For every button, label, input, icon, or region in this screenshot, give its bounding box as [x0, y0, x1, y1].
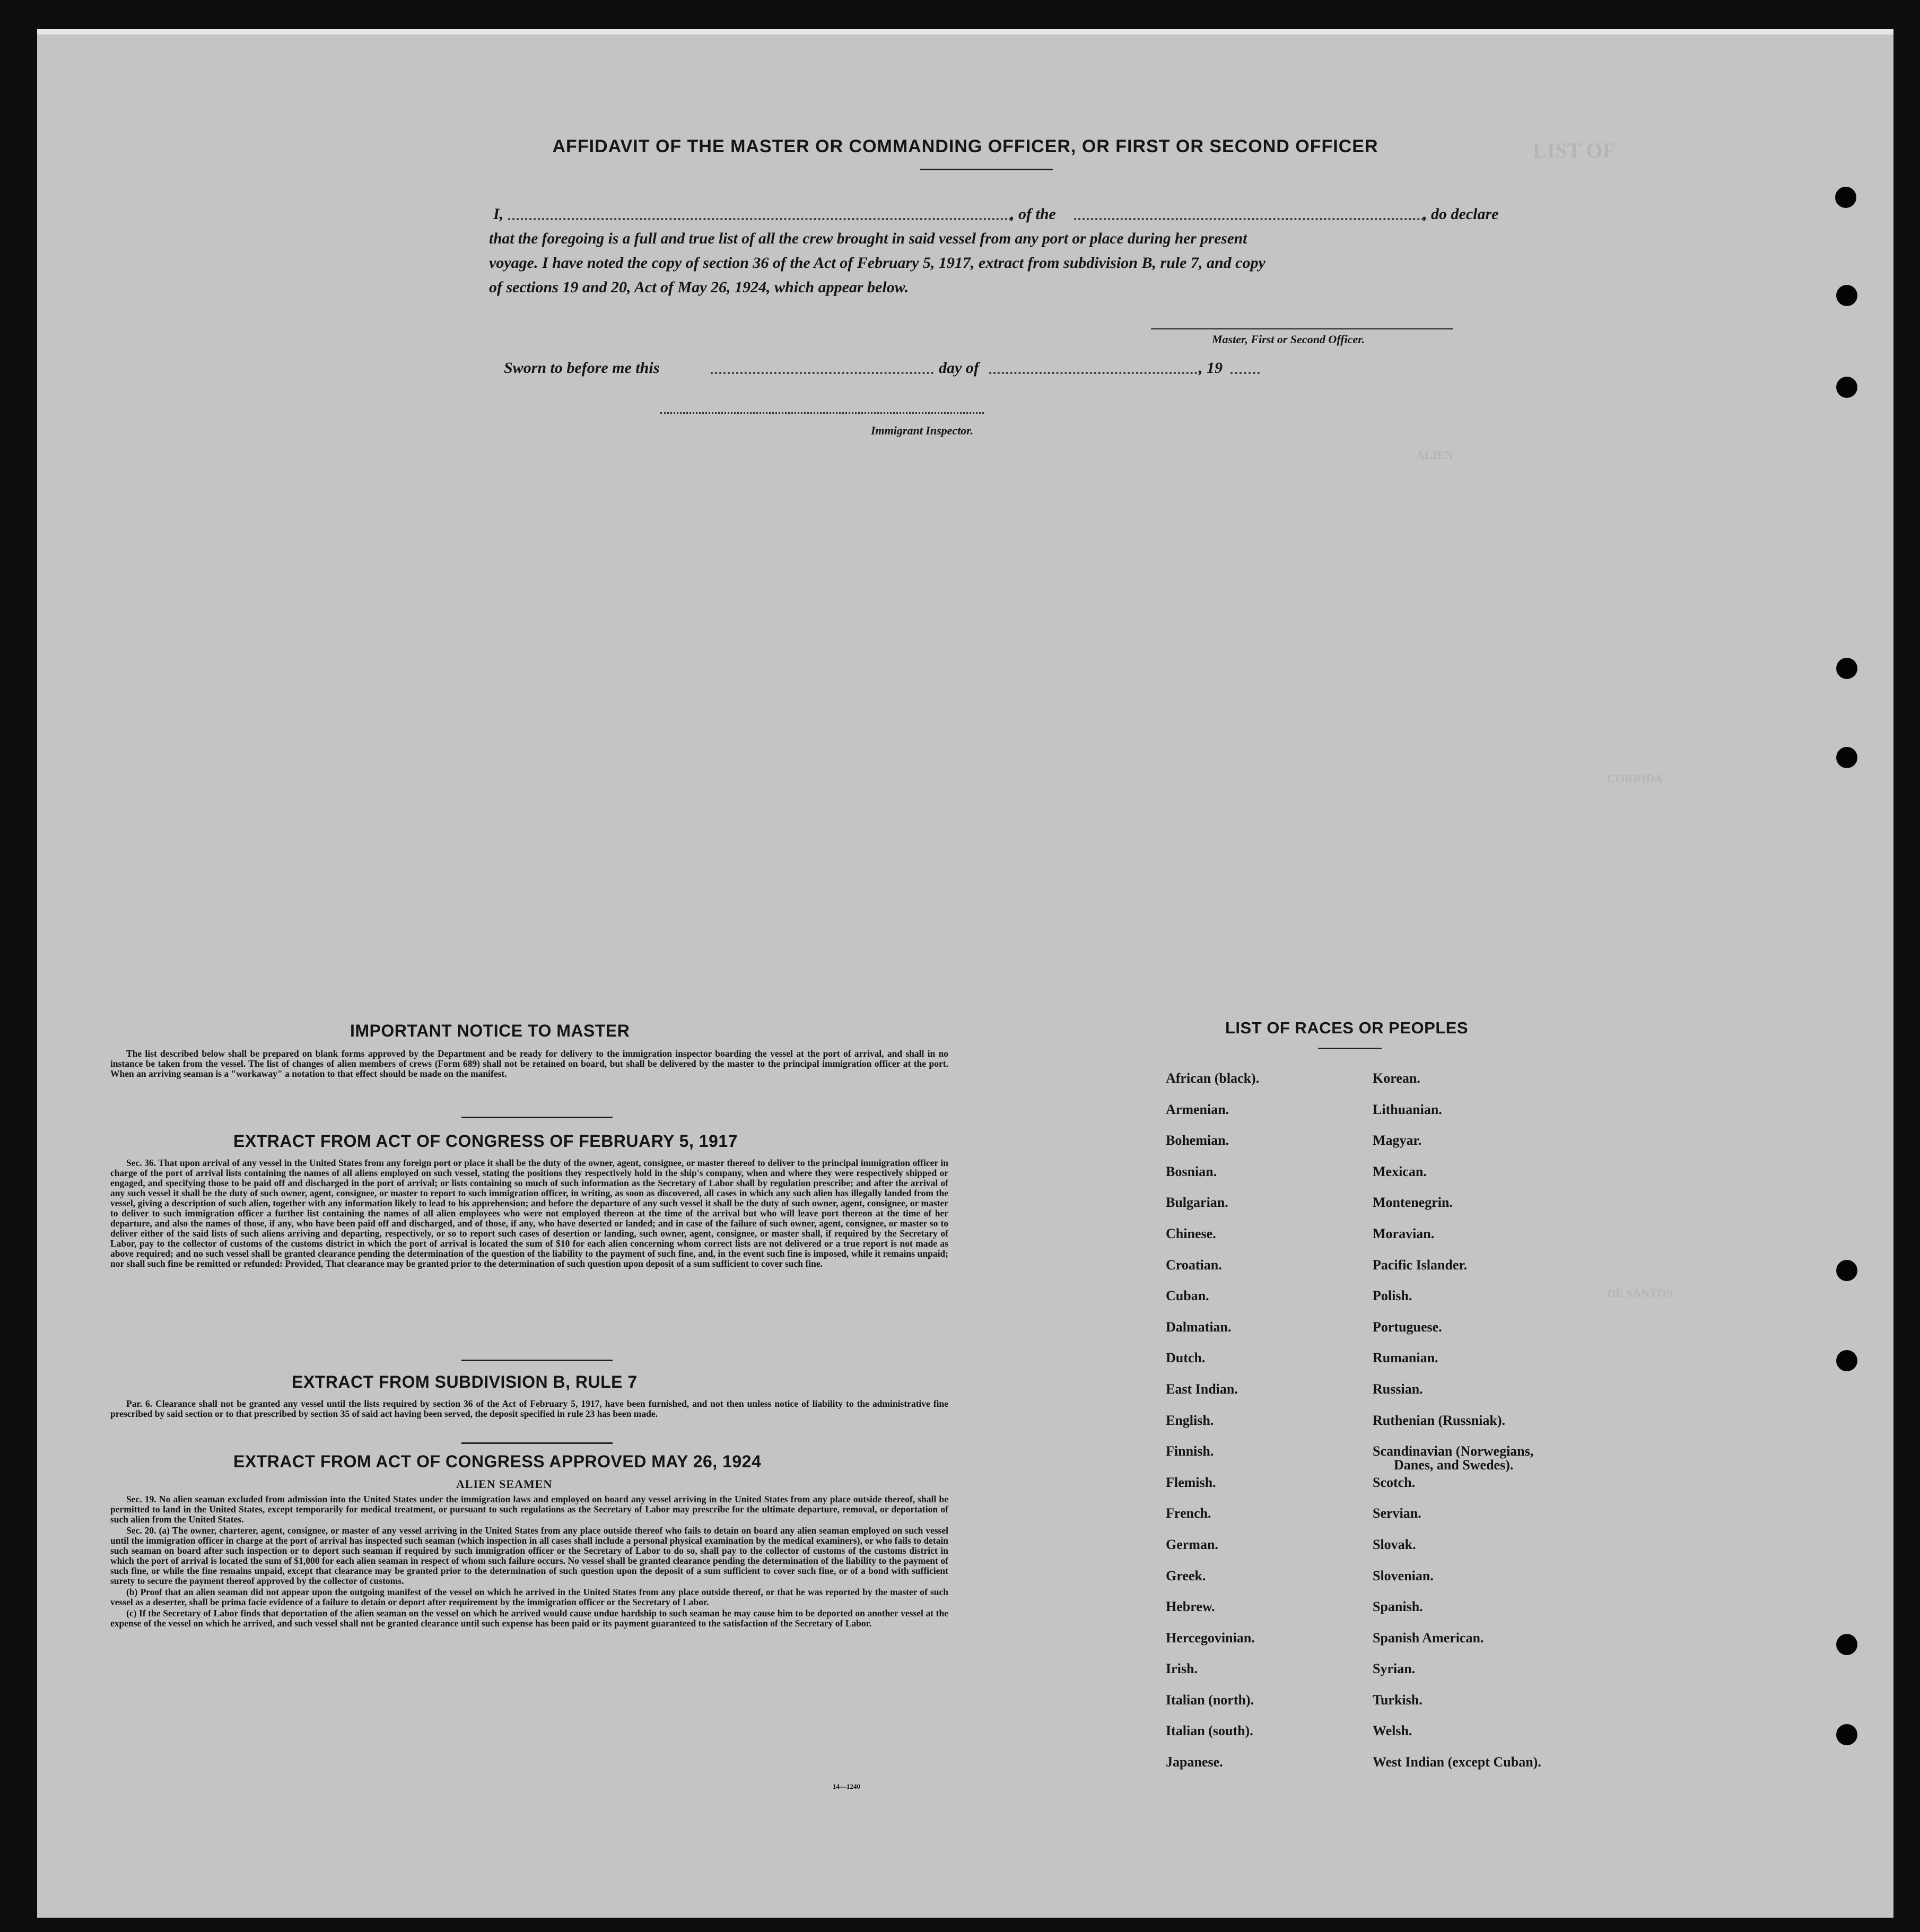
race-label: Moravian. — [1373, 1225, 1435, 1241]
document-page — [37, 29, 1893, 1918]
extract-rule7-text — [110, 1399, 948, 1420]
race-label: Cuban. — [1166, 1288, 1209, 1304]
inspector-label: Immigrant Inspector. — [871, 424, 974, 437]
race-label: English. — [1166, 1412, 1214, 1428]
race-item — [1373, 1351, 1541, 1382]
extract-rule7-divider — [461, 1442, 613, 1444]
race-item — [1373, 1320, 1541, 1352]
race-label: Greek. — [1166, 1568, 1206, 1583]
race-item — [1166, 1538, 1259, 1569]
race-item — [1166, 1134, 1259, 1165]
sec-20a-paragraph: Sec. 20. (a) The owner, charterer, agent, consignee, or master of any vessel arriving in the United States from any place outside thereof who fails to detain on board any alien seaman employed on such vessel until the immigration officer in charge at the port of arrival has inspected such seaman (which inspection in all cases shall include a personal physical examination by the medical examiners), or who fails to detain such seaman on board after such inspection or to deport such seaman if required by such immigration officer or the Secretary of Labor to do so, shall pay to the collector of customs of the customs district in which the port of arrival is located the sum of $1,000 for each alien seaman in respect of whom such failure occurs. No vessel shall be granted clearance pending the determination of the liability to the payment of such fine, or while the fine remains unpaid, except that clearance may be granted prior to the determination of such question upon the deposit of a sum sufficient to cover such fine, or of a bond with sufficient surety to secure the payment thereof approved by the collector of customs. — [110, 1525, 948, 1586]
race-item — [1373, 1289, 1541, 1320]
race-label: Mexican. — [1373, 1163, 1427, 1179]
race-label: Rumanian. — [1373, 1350, 1438, 1366]
race-label: Hebrew. — [1166, 1599, 1215, 1615]
race-label: Korean. — [1373, 1071, 1420, 1086]
race-item — [1373, 1476, 1541, 1507]
race-label: Bosnian. — [1166, 1163, 1217, 1179]
notice-divider — [461, 1117, 613, 1118]
race-item — [1373, 1569, 1541, 1600]
race-item — [1166, 1476, 1259, 1507]
race-label: Hercegovinian. — [1166, 1630, 1255, 1646]
master-signature-label: Master, First or Second Officer. — [1212, 333, 1365, 346]
race-label: Irish. — [1166, 1661, 1198, 1677]
race-item — [1166, 1320, 1259, 1352]
affidavit-line-2: that the foregoing is a full and true list of all the crew brought in said vessel from any port or place during her present — [489, 230, 1247, 247]
race-item — [1373, 1693, 1541, 1725]
race-item — [1373, 1227, 1541, 1258]
race-label: Pacific Islander. — [1373, 1257, 1468, 1273]
race-label: Bulgarian. — [1166, 1195, 1228, 1211]
race-label: West Indian (except Cuban). — [1373, 1754, 1541, 1770]
race-item — [1166, 1072, 1259, 1103]
race-item — [1373, 1600, 1541, 1631]
race-label: Spanish American. — [1373, 1630, 1484, 1646]
race-item — [1166, 1165, 1259, 1196]
race-label: Spanish. — [1373, 1599, 1423, 1615]
race-item — [1373, 1755, 1541, 1787]
race-label: Slovenian. — [1373, 1568, 1434, 1583]
races-divider — [1318, 1048, 1382, 1049]
extract-1917-text — [110, 1158, 948, 1270]
race-label: East Indian. — [1166, 1381, 1238, 1397]
race-item — [1166, 1724, 1259, 1755]
affidavit-do-declare: , do declare — [1423, 205, 1499, 223]
race-label: Dalmatian. — [1166, 1319, 1232, 1335]
race-label: Chinese. — [1166, 1225, 1216, 1241]
sec-20c-paragraph: (c) If the Secretary of Labor finds that deportation of the alien seaman on the vessel on which he arrived would cause undue hardship to such seaman he may cause him to be deported on another vessel at the expense of the vessel on which he arrived, and such vessel shall not be granted clearance until such expense has been paid or its payment guaranteed to the satisfaction of the Secretary of Labor. — [110, 1608, 948, 1629]
affidavit-i-label: I, — [493, 205, 504, 223]
sworn-day-of: day of — [939, 359, 979, 377]
race-item — [1166, 1693, 1259, 1725]
alien-seamen-subtitle: ALIEN SEAMEN — [456, 1477, 553, 1491]
extract-rule7-title: EXTRACT FROM SUBDIVISION B, RULE 7 — [292, 1372, 638, 1391]
race-item — [1373, 1134, 1541, 1165]
race-item — [1166, 1227, 1259, 1258]
race-item — [1373, 1538, 1541, 1569]
race-item — [1373, 1662, 1541, 1693]
race-item — [1166, 1662, 1259, 1693]
affidavit-line-4: of sections 19 and 20, Act of May 26, 1924, which appear below. — [489, 279, 909, 296]
affidavit-line-3: voyage. I have noted the copy of section 36 of the Act of February 5, 1917, extract from subdivision B, rule 7, and copy — [489, 254, 1266, 272]
race-label: Servian. — [1373, 1505, 1421, 1521]
race-item — [1373, 1724, 1541, 1755]
race-item — [1166, 1600, 1259, 1631]
race-label: Lithuanian. — [1373, 1101, 1442, 1117]
race-label: Scotch. — [1373, 1474, 1416, 1490]
race-item — [1166, 1382, 1259, 1414]
race-item — [1166, 1196, 1259, 1227]
race-label: Flemish. — [1166, 1474, 1216, 1490]
race-label: Japanese. — [1166, 1754, 1223, 1770]
race-label: Dutch. — [1166, 1350, 1206, 1366]
race-label: Portuguese. — [1373, 1319, 1442, 1335]
race-label: Italian (south). — [1166, 1723, 1253, 1739]
race-item — [1166, 1569, 1259, 1600]
race-item — [1373, 1103, 1541, 1134]
race-item — [1166, 1103, 1259, 1134]
race-label: Turkish. — [1373, 1692, 1422, 1708]
notice-paragraph: The list described below shall be prepared on blank forms approved by the Department and be ready for delivery to the immigration inspector boarding the vessel at the port of arrival, and shall in no instance be taken from the vessel. The list of changes of alien members of crews (Form 689) shall not be retained on board, but shall be delivered by the master to the principal immigration officer at the port. When an arriving seaman is a "workaway" a notation to that effect should be made on the manifest. — [110, 1048, 948, 1079]
extract-1924-title: EXTRACT FROM ACT OF CONGRESS APPROVED MAY 26, 1924 — [233, 1452, 762, 1471]
sworn-prefix: Sworn to before me this — [504, 359, 660, 377]
race-label: Italian (north). — [1166, 1692, 1254, 1708]
race-item — [1166, 1507, 1259, 1538]
race-item — [1166, 1414, 1259, 1445]
race-label: Finnish. — [1166, 1443, 1214, 1459]
race-item — [1166, 1351, 1259, 1382]
par-6-paragraph: Par. 6. Clearance shall not be granted any vessel until the lists required by section 36 of the Act of February 5, 1917, have been furnished, and not then unless notice of liability to the administrative fine prescribed by said section or to that prescribed by section 35 of said act having been served, the deposit specified in rule 23 has been made. — [110, 1398, 948, 1419]
race-item — [1373, 1072, 1541, 1103]
race-label: Ruthenian (Russniak). — [1373, 1412, 1505, 1428]
sec-19-paragraph: Sec. 19. No alien seaman excluded from admission into the United States under the immigration laws and employed on board any vessel arriving in the United States from any place outside thereof, shall be permitted to land in the United States, except temporarily for medical treatment, or pursuant to such regulations as the Secretary of Labor may prescribe for the ultimate departure, removal, or deportation of such alien from the United States. — [110, 1494, 948, 1525]
race-item — [1166, 1258, 1259, 1290]
races-left-column — [1166, 1072, 1259, 1787]
sworn-year: , 19 — [1199, 359, 1223, 377]
bleed-through-text: LIST OF ALIEN CORRIDA DE SANTOS — [1416, 138, 1673, 1300]
race-label: African (black). — [1166, 1071, 1260, 1086]
sec-36-paragraph: Sec. 36. That upon arrival of any vessel in the United States from any foreign port or place it shall be the duty of the owner, agent, consignee, or master thereof to deliver to the principal immigration officer in charge of the port of arrival lists containing the names of all aliens employed on such vessel, stating the positions they respectively hold in the ship's company, when and where they were respectively shipped or engaged, and specifying those to be paid off and discharged in the port of arrival; or lists containing so much of such information as the Secretary of Labor shall by regulation prescribe; and after the arrival of any such vessel it shall be the duty of such owner, agent, consignee, or master to report to such immigration officer, in writing, as soon as discovered, all cases in which any such alien has illegally landed from the vessel, giving a description of such alien, together with any information likely to lead to his apprehension; and before the departure of any such vessel it shall be the duty of such owner, agent, consignee, or master to deliver to such immigration officer a further list containing the names of all alien employees who were not employed thereon at the time of the arrival but who will leave port thereon at the time of her departure, and also the names of those, if any, who have been paid off and discharged, and of those, if any, who have deserted or landed; and in case of the failure of such owner, agent, consignee, or master so to deliver either of the said lists of such aliens arriving and departing, respectively, or so to report such cases of desertion or landing, such owner, agent, consignee, or master shall, if required by the Secretary of Labor, pay to the collector of customs of the customs district in which the port of arrival is located the sum of $10 for each alien concerning whom correct lists are not delivered or a true report is not made as above required; and no such vessel shall be granted clearance pending the determination of the question of the liability to the payment of such fine, and, in the event such fine is imposed, while it remains unpaid; nor shall such fine be remitted or refunded: Provided, That clearance may be granted prior to the determination of such question upon deposit of a sum sufficient to cover such fine. — [110, 1158, 948, 1269]
race-label-continuation: Danes, and Swedes). — [1394, 1457, 1514, 1473]
extract-1917-divider — [461, 1360, 613, 1361]
affidavit-title: AFFIDAVIT OF THE MASTER OR COMMANDING OFFICER, OR FIRST OR SECOND OFFICER — [552, 136, 1378, 156]
extract-1917-title: EXTRACT FROM ACT OF CONGRESS OF FEBRUARY 5, 1917 — [233, 1132, 738, 1151]
races-right-column — [1373, 1072, 1541, 1787]
race-item — [1166, 1755, 1259, 1787]
sec-20b-paragraph: (b) Proof that an alien seaman did not appear upon the outgoing manifest of the vessel on which he arrived in the United States from any place outside thereof, or that he was reported by the master of such vessel as a deserter, shall be prima facie evidence of a failure to detain or deport after requirement by the immigration officer or the Secretary of Labor. — [110, 1587, 948, 1607]
races-title: LIST OF RACES OR PEOPLES — [1225, 1019, 1469, 1037]
race-label: Slovak. — [1373, 1536, 1416, 1552]
race-item — [1166, 1289, 1259, 1320]
race-label: Armenian. — [1166, 1101, 1229, 1117]
notice-text — [110, 1049, 948, 1080]
race-label: Polish. — [1373, 1288, 1412, 1304]
race-label: Scandinavian (Norwegians, — [1373, 1443, 1534, 1459]
affidavit-of-the-label: , of the — [1010, 205, 1056, 223]
race-item — [1166, 1631, 1259, 1663]
race-label: Welsh. — [1373, 1723, 1412, 1739]
race-label: German. — [1166, 1536, 1218, 1552]
race-item — [1373, 1444, 1541, 1476]
extract-1924-text — [110, 1494, 948, 1630]
race-item — [1373, 1382, 1541, 1414]
race-item — [1373, 1258, 1541, 1290]
race-item — [1373, 1165, 1541, 1196]
race-label: Montenegrin. — [1373, 1195, 1453, 1211]
race-item — [1373, 1414, 1541, 1445]
race-label: Syrian. — [1373, 1661, 1416, 1677]
race-item — [1373, 1196, 1541, 1227]
notice-title: IMPORTANT NOTICE TO MASTER — [350, 1021, 630, 1040]
form-code: 14—1240 — [833, 1782, 860, 1790]
race-label: French. — [1166, 1505, 1211, 1521]
race-label: Russian. — [1373, 1381, 1423, 1397]
race-label: Bohemian. — [1166, 1133, 1229, 1148]
race-item — [1373, 1507, 1541, 1538]
race-item — [1373, 1631, 1541, 1663]
race-label: Magyar. — [1373, 1133, 1422, 1148]
race-label: Croatian. — [1166, 1257, 1222, 1273]
race-item — [1166, 1444, 1259, 1476]
